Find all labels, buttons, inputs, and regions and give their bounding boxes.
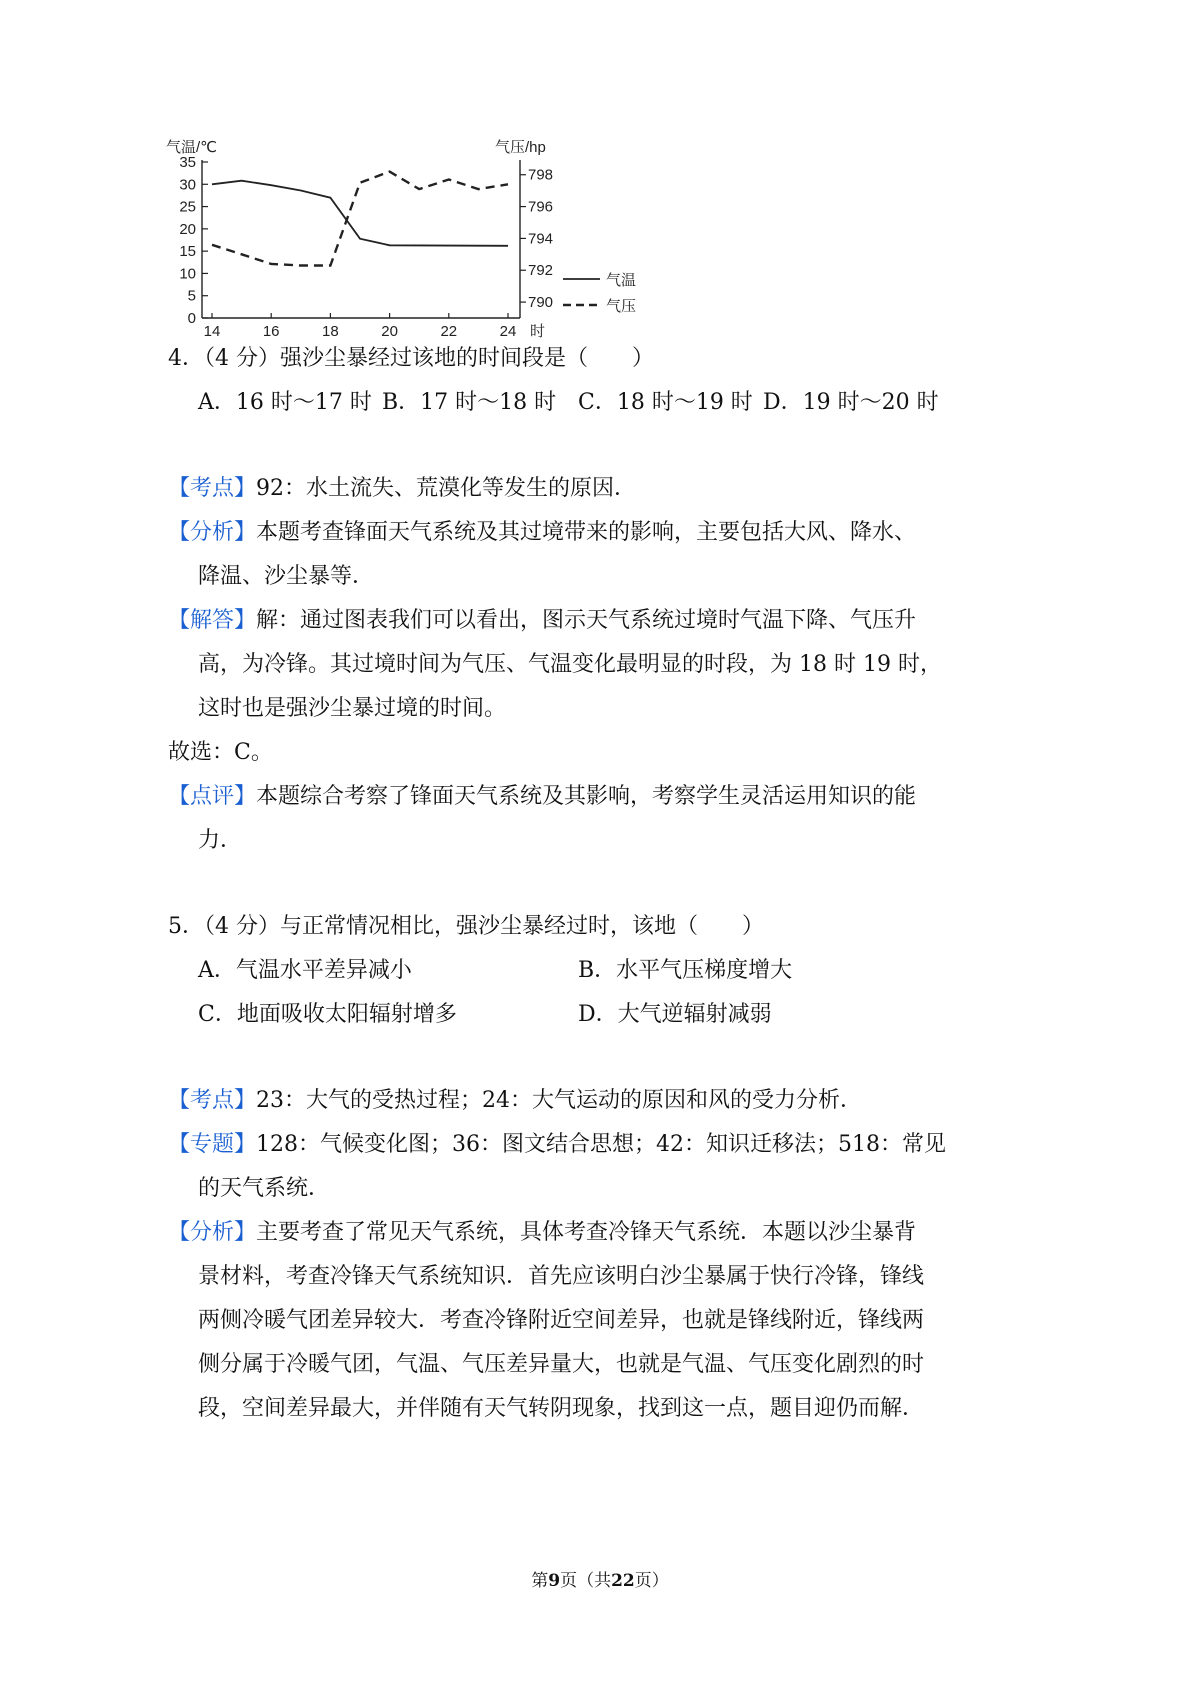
y-right-tick-label: 792 <box>528 262 554 280</box>
a4-dianping-line-2: 力． <box>198 828 243 853</box>
y-left-tick-label: 30 <box>179 176 196 194</box>
a4-jieda-text-1: 解：通过图表我们可以看出，图示天气系统过境时气温下降、气压升 <box>256 608 917 633</box>
a5-kaodian <box>168 1086 862 1116</box>
footer-post: 页） <box>634 1571 669 1591</box>
a5-fenxi-line-2: 景材料，考查冷锋天气系统知识．首先应该明白沙尘暴属于快行冷锋，锋线 <box>198 1264 925 1289</box>
a4-fenxi-line-2: 降温、沙尘暴等． <box>198 564 375 589</box>
q4-option-d: D．19 时～20 时 <box>763 390 939 415</box>
a5-zhuanti-text-1: 128：气候变化图；36：图文结合思想；42：知识迁移法；518：常见 <box>256 1132 946 1157</box>
a4-jieda-line-3: 这时也是强沙尘暴过境的时间。 <box>198 696 507 721</box>
a4-fenxi-line-1 <box>168 518 916 548</box>
y-left-tick-label: 0 <box>187 310 196 327</box>
a5-fenxi-tag: 【分析】 <box>168 1220 257 1245</box>
a5-kaodian-tag: 【考点】 <box>168 1088 257 1113</box>
a4-kaodian-text: 92：水土流失、荒漠化等发生的原因． <box>256 476 637 501</box>
footer-pre: 第 <box>531 1571 549 1591</box>
series-line-pressure <box>212 172 508 266</box>
q5-option-d: D．大气逆辐射减弱 <box>578 1002 772 1027</box>
y-right-tick-label: 798 <box>528 166 554 184</box>
y-right-tick-label: 794 <box>528 230 554 248</box>
q5-option-a: A．气温水平差异减小 <box>198 958 412 983</box>
y-left-tick-label: 20 <box>179 220 196 238</box>
temperature-pressure-chart <box>160 138 720 368</box>
a5-zhuanti-line-1 <box>168 1130 946 1160</box>
a4-kaodian <box>168 474 636 504</box>
q4-option-b: B．17 时～18 时 <box>382 390 557 415</box>
a5-fenxi-line-4: 侧分属于冷暖气团，气温、气压差异量大，也就是气温、气压变化剧烈的时 <box>198 1352 925 1377</box>
x-axis-label: 时 <box>530 323 546 340</box>
a5-fenxi-line-1 <box>168 1218 916 1248</box>
a4-jieda-tag: 【解答】 <box>168 608 257 633</box>
x-tick-label: 18 <box>322 323 339 340</box>
y-right-tick-label: 796 <box>528 198 554 216</box>
q5-option-c: C．地面吸收太阳辐射增多 <box>198 1002 457 1027</box>
q4-option-c: C．18 时～19 时 <box>578 390 753 415</box>
a4-dianping-text-1: 本题综合考察了锋面天气系统及其影响，考察学生灵活运用知识的能 <box>256 784 917 809</box>
a4-dianping-tag: 【点评】 <box>168 784 257 809</box>
y-left-axis-label: 气温/℃ <box>166 139 218 156</box>
a4-answer-choice: 故选：C。 <box>168 740 273 765</box>
footer-mid: 页（共 <box>560 1571 612 1591</box>
q5-stem: 5．（4 分）与正常情况相比，强沙尘暴经过时，该地（ ） <box>168 914 764 939</box>
q4-stem: 4．（4 分）强沙尘暴经过该地的时间段是（ ） <box>168 346 654 371</box>
a4-fenxi-text-1: 本题考查锋面天气系统及其过境带来的影响，主要包括大风、降水、 <box>256 520 917 545</box>
a5-fenxi-line-3: 两侧冷暖气团差异较大．考查冷锋附近空间差异，也就是锋线附近，锋线两 <box>198 1308 925 1333</box>
y-left-tick-label: 5 <box>187 287 196 305</box>
a4-jieda-line-1 <box>168 606 916 636</box>
a4-jieda-line-2: 高，为冷锋。其过境时间为气压、气温变化最明显的时段，为 18 时 19 时， <box>198 652 942 677</box>
y-left-tick-label: 15 <box>179 243 196 261</box>
x-tick-label: 24 <box>499 323 517 340</box>
a4-fenxi-tag: 【分析】 <box>168 520 257 545</box>
legend-label-pressure: 气压 <box>606 298 637 315</box>
footer-page-number: 9 <box>548 1571 561 1591</box>
y-left-tick-label: 10 <box>179 265 196 283</box>
footer-total-pages: 22 <box>611 1571 635 1591</box>
q4-option-a: A．16 时～17 时 <box>198 390 372 415</box>
page-footer <box>0 1566 1200 1591</box>
y-right-axis-label: 气压/hp <box>495 139 546 156</box>
a5-kaodian-text: 23：大气的受热过程；24：大气运动的原因和风的受力分析． <box>256 1088 863 1113</box>
series-line-temperature <box>212 181 508 246</box>
a5-fenxi-line-5: 段，空间差异最大，并伴随有天气转阴现象，找到这一点，题目迎仍而解． <box>198 1396 925 1421</box>
a4-kaodian-tag: 【考点】 <box>168 476 257 501</box>
a5-fenxi-text-1: 主要考查了常见天气系统，具体考查冷锋天气系统．本题以沙尘暴背 <box>256 1220 917 1245</box>
x-tick-label: 16 <box>262 323 280 340</box>
legend-label-temperature: 气温 <box>606 272 637 289</box>
y-left-tick-label: 35 <box>179 154 196 171</box>
y-left-tick-label: 25 <box>179 198 196 216</box>
x-tick-label: 14 <box>203 323 221 340</box>
q5-option-b: B．水平气压梯度增大 <box>578 958 793 983</box>
a5-zhuanti-tag: 【专题】 <box>168 1132 257 1157</box>
a4-dianping-line-1 <box>168 782 916 812</box>
a5-zhuanti-line-2: 的天气系统． <box>198 1176 331 1201</box>
y-right-tick-label: 790 <box>528 294 554 312</box>
x-tick-label: 22 <box>440 323 458 340</box>
x-tick-label: 20 <box>381 323 398 340</box>
